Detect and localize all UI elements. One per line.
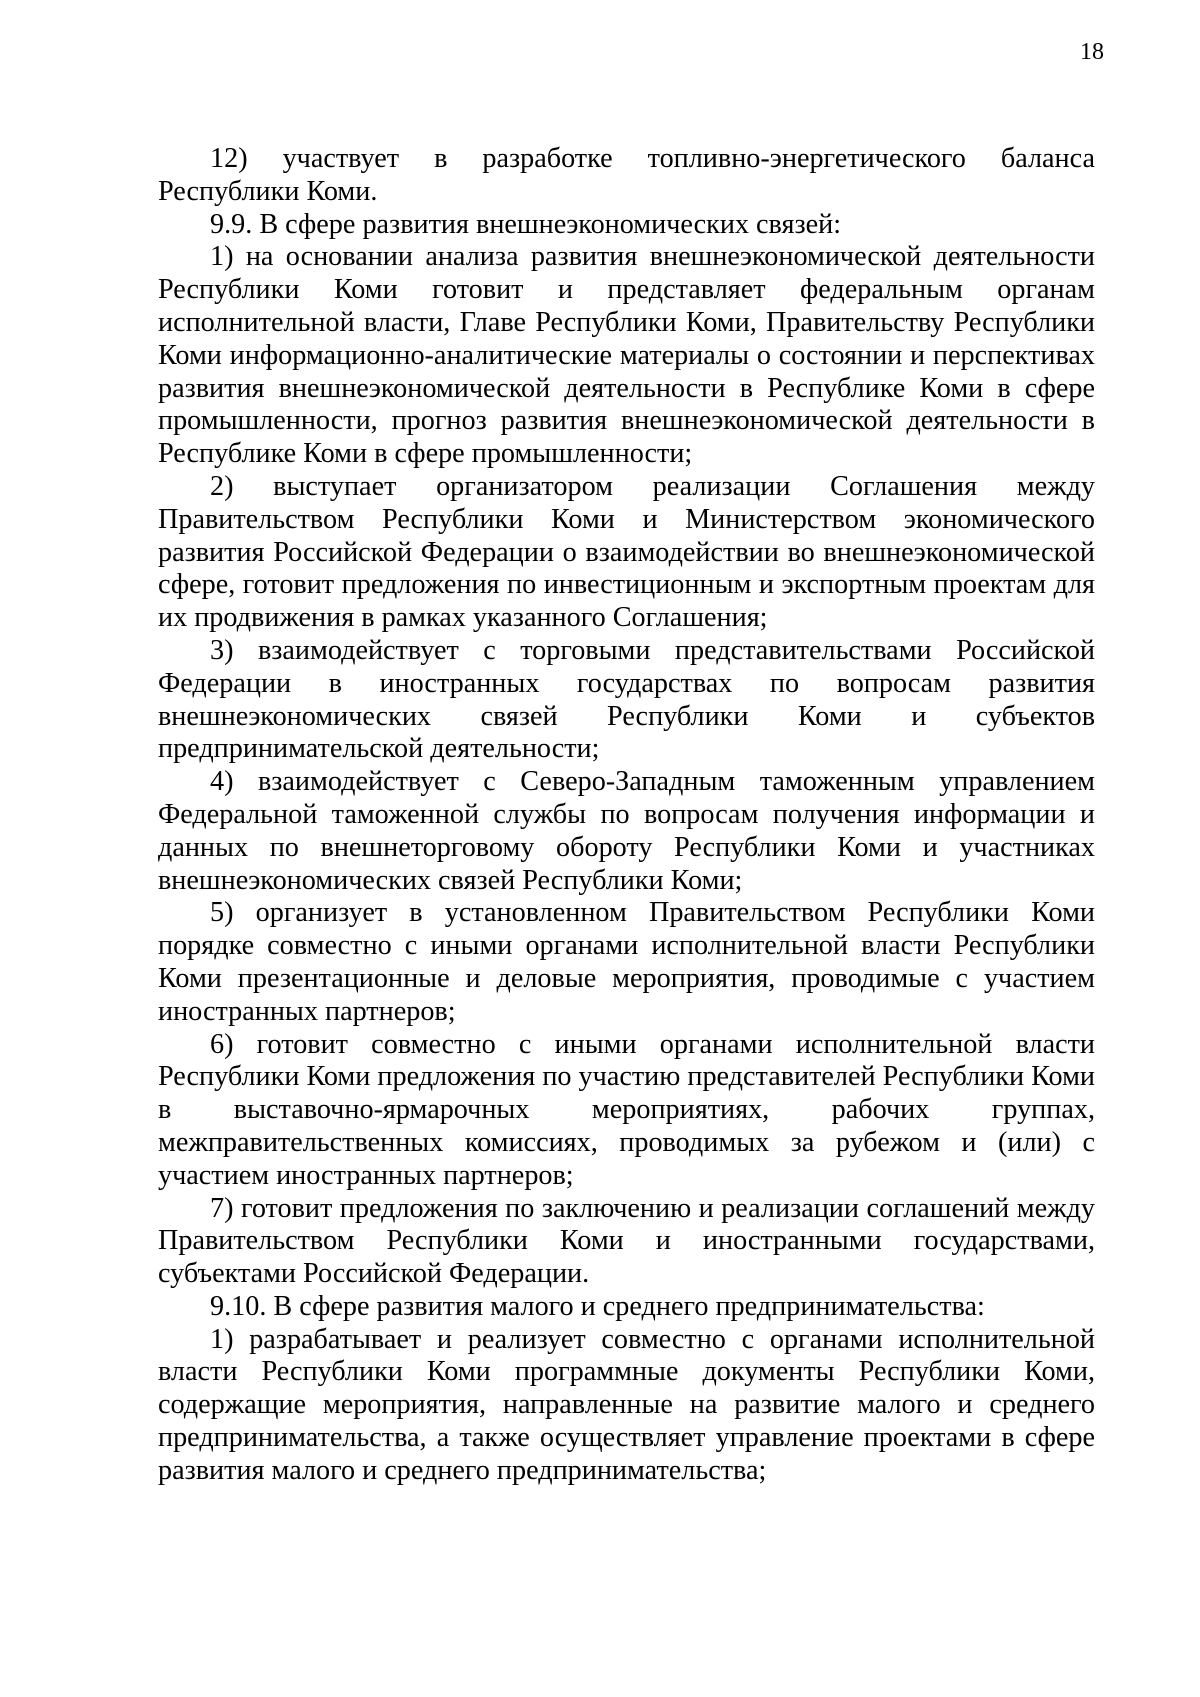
paragraph-9-9-item-5: 5) организует в установленном Правительством Республики Коми порядке совместно с иными органами исполнительной власти Республики Коми презентационные и деловые мероприятия, проводимые с участием иностранных партнеров; bbox=[158, 897, 1095, 1027]
page-number: 18 bbox=[1080, 39, 1104, 65]
paragraph-9-9-item-3: 3) взаимодействует с торговыми представительствами Российской Федерации в иностранных государствах по вопросам развития внешнеэкономических связей Республики Коми и субъектов предпринимательской деятельности; bbox=[158, 634, 1095, 765]
paragraph-9-9-item-2: 2) выступает организатором реализации Соглашения между Правительством Республики Коми и Министерством экономического развития Российской Федерации о взаимодействии во внешнеэкономической сфере, готовит предложения по инвестиционным и экспортным проектам для их продвижения в рамках указанного Соглашения; bbox=[158, 470, 1095, 634]
paragraph-12-fuel-energy-balance: 12) участвует в разработке топливно-энергетического баланса Республики Коми. bbox=[158, 143, 1095, 207]
section-heading-9-10: 9.10. В сфере развития малого и среднего предпринимательства: bbox=[210, 1290, 985, 1322]
paragraph-9-9-item-1: 1) на основании анализа развития внешнеэкономической деятельности Республики Коми готовит и представляет федеральным органам исполнительной власти, Главе Республики Коми, Правительству Республики Коми информационно-аналитические материалы о состоянии и перспективах развития внешнеэкономической деятельности в Республике Коми в сфере промышленности, прогноз развития внешнеэкономической деятельности в Республике Коми в сфере промышленности; bbox=[158, 241, 1095, 470]
paragraph-9-9-item-4: 4) взаимодействует с Северо-Западным таможенным управлением Федеральной таможенной службы по вопросам получения информации и данных по внешнеторговому обороту Республики Коми и участниках внешнеэкономических связей Республики Коми; bbox=[158, 766, 1095, 896]
section-heading-9-9: 9.9. В сфере развития внешнеэкономических связей: bbox=[210, 208, 842, 240]
paragraph-9-9-item-7: 7) готовит предложения по заключению и реализации соглашений между Правительством Республики Коми и иностранными государствами, субъектами Российской Федерации. bbox=[158, 1192, 1095, 1290]
paragraph-9-9-item-6: 6) готовит совместно с иными органами исполнительной власти Республики Коми предложения по участию представителей Республики Коми в выставочно-ярмарочных мероприятиях, рабочих группах, межправительственных комиссиях, проводимых за рубежом и (или) с участием иностранных партнеров; bbox=[158, 1028, 1095, 1191]
document-body bbox=[158, 143, 1095, 1488]
paragraph-9-10-item-1: 1) разрабатывает и реализует совместно с органами исполнительной власти Республики Коми программные документы Республики Коми, содержащие мероприятия, направленные на развитие малого и среднего предпринимательства, а также осуществляет управление проектами в сфере развития малого и среднего предпринимательства; bbox=[158, 1323, 1095, 1486]
